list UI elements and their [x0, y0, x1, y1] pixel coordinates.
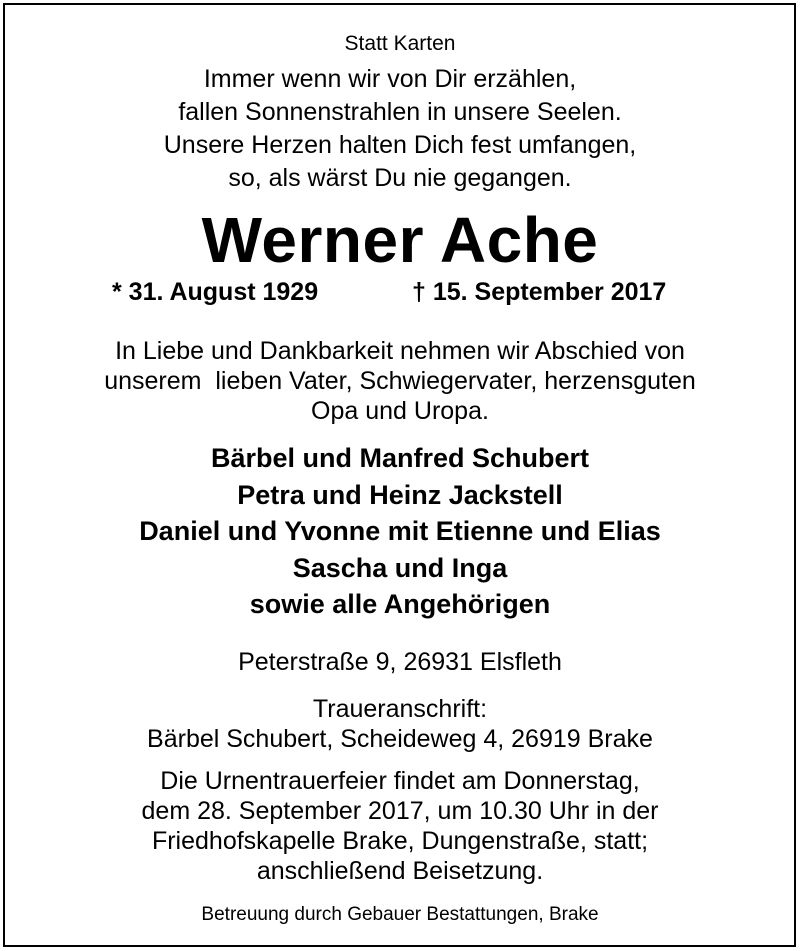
death-date: † 15. September 2017: [412, 278, 667, 306]
poem: [0, 63, 800, 195]
mourning-address-label: Traueranschrift:: [312, 695, 488, 723]
mourning-address: [0, 694, 800, 754]
header-text: [0, 32, 800, 56]
ceremony-line: dem 28. September 2017, um 10.30 Uhr in der: [141, 797, 659, 825]
family-line: Bärbel und Manfred Schubert: [210, 443, 590, 473]
family-line: Daniel und Yvonne mit Etienne und Elias: [139, 516, 661, 546]
poem-line: Immer wenn wir von Dir erzählen,: [203, 65, 577, 93]
family-line: Petra und Heinz Jackstell: [237, 479, 563, 510]
family-line: Sascha und Inga: [292, 552, 508, 583]
farewell-line: In Liebe und Dankbarkeit nehmen wir Abschied von: [115, 337, 685, 365]
family-line: sowie alle Angehörigen: [249, 589, 551, 619]
birth-date: * 31. August 1929: [112, 278, 319, 306]
ceremony-info: [0, 766, 800, 886]
footer-text: [0, 904, 800, 926]
name-text: Werner Ache: [201, 204, 599, 276]
ceremony-line: anschließend Beisetzung.: [256, 857, 544, 885]
address-line: Peterstraße 9, 26931 Elsfleth: [238, 648, 562, 676]
family-list: [0, 440, 800, 623]
mourning-address-line: Bärbel Schubert, Scheideweg 4, 26919 Brake: [147, 725, 653, 753]
farewell-line: unserem lieben Vater, Schwiegervater, herzensguten: [104, 367, 696, 395]
deceased-name: [0, 205, 800, 275]
poem-line: fallen Sonnenstrahlen in unsere Seelen.: [178, 98, 622, 126]
statt-karten: Statt Karten: [344, 32, 456, 55]
poem-line: so, als wärst Du nie gegangen.: [228, 164, 572, 192]
ceremony-line: Friedhofskapelle Brake, Dungenstraße, statt;: [151, 827, 649, 855]
residence-address: [0, 647, 800, 677]
farewell-line: Opa und Uropa.: [311, 397, 489, 425]
undertaker-line: Betreuung durch Gebauer Bestattungen, Brake: [201, 904, 599, 925]
ceremony-line: Die Urnentrauerfeier findet am Donnerstag,: [160, 767, 640, 795]
poem-line: Unsere Herzen halten Dich fest umfangen,: [163, 131, 637, 159]
farewell-text: [0, 336, 800, 426]
